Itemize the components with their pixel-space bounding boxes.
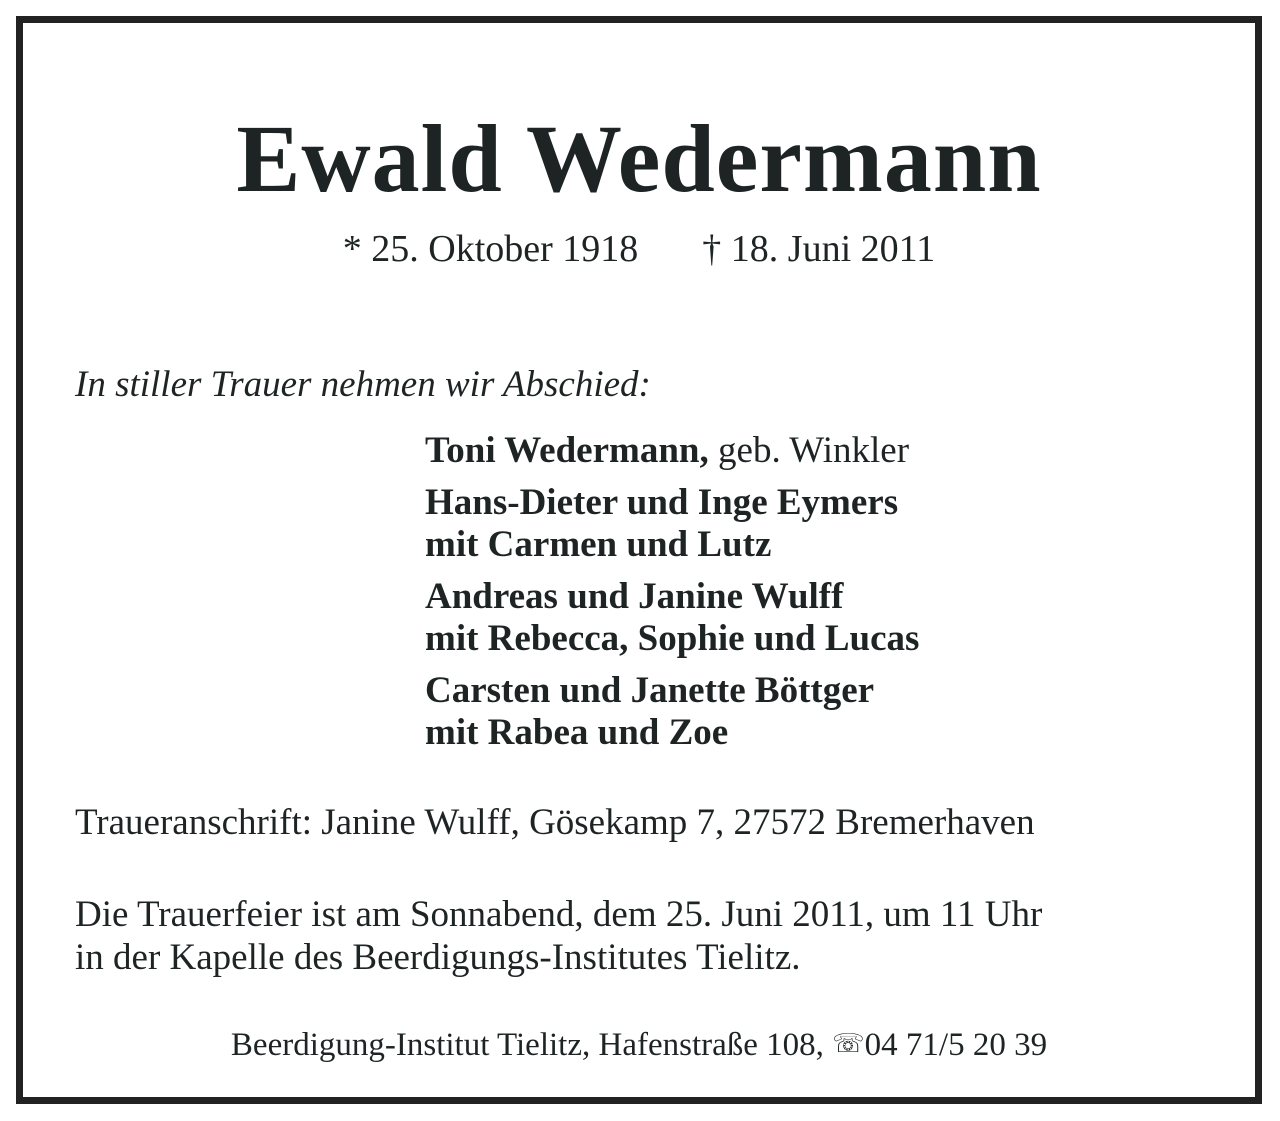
service-line: Die Trauerfeier ist am Sonnabend, dem 25. Juni 2011, um 11 Uhr <box>75 894 1043 935</box>
funeral-service-info <box>75 893 1042 979</box>
mourner-name: mit Carmen und Lutz <box>425 524 772 565</box>
mourner-line <box>425 618 919 660</box>
mourner-name: mit Rebecca, Sophie und Lucas <box>425 618 920 659</box>
mourner-group <box>425 576 919 660</box>
mourner-name: Andreas und Janine Wulff <box>425 576 844 617</box>
maiden-name-note: geb. Winkler <box>708 430 910 471</box>
mourner-line <box>425 430 919 472</box>
mourning-address: Traueranschrift: Janine Wulff, Gösekamp 7, 27572 Bremerhaven <box>75 802 1035 843</box>
mourner-name: Carsten und Janette Böttger <box>425 670 875 711</box>
mourner-line <box>425 576 919 618</box>
funeral-home-address: Beerdigung-Institut Tielitz, Hafenstraße 108, <box>230 1027 824 1063</box>
funeral-home-phone: 04 71/5 20 39 <box>864 1027 1048 1063</box>
mourner-line <box>425 670 919 712</box>
deceased-name: Ewald Wedermann <box>236 105 1042 212</box>
mourner-group <box>425 670 919 754</box>
life-dates <box>23 230 1255 268</box>
death-date: † 18. Juni 2011 <box>702 228 936 270</box>
mourning-intro: In stiller Trauer nehmen wir Abschied: <box>75 364 651 405</box>
mourner-line <box>425 712 919 754</box>
mourner-name: Hans-Dieter und Inge Eymers <box>425 482 899 523</box>
mourners-list <box>425 430 919 764</box>
obituary-notice <box>16 16 1262 1104</box>
mourner-group <box>425 430 919 472</box>
mourner-group <box>425 482 919 566</box>
mourner-line <box>425 524 919 566</box>
mourner-name: mit Rabea und Zoe <box>425 712 729 753</box>
birth-date: * 25. Oktober 1918 <box>342 228 639 270</box>
funeral-home-footer <box>23 1029 1255 1062</box>
mourner-line <box>425 482 919 524</box>
service-line: in der Kapelle des Beerdigungs-Institutes Tielitz. <box>75 937 801 978</box>
telephone-icon: ☏ <box>832 1029 865 1058</box>
mourner-name: Toni Wedermann, <box>425 430 709 471</box>
